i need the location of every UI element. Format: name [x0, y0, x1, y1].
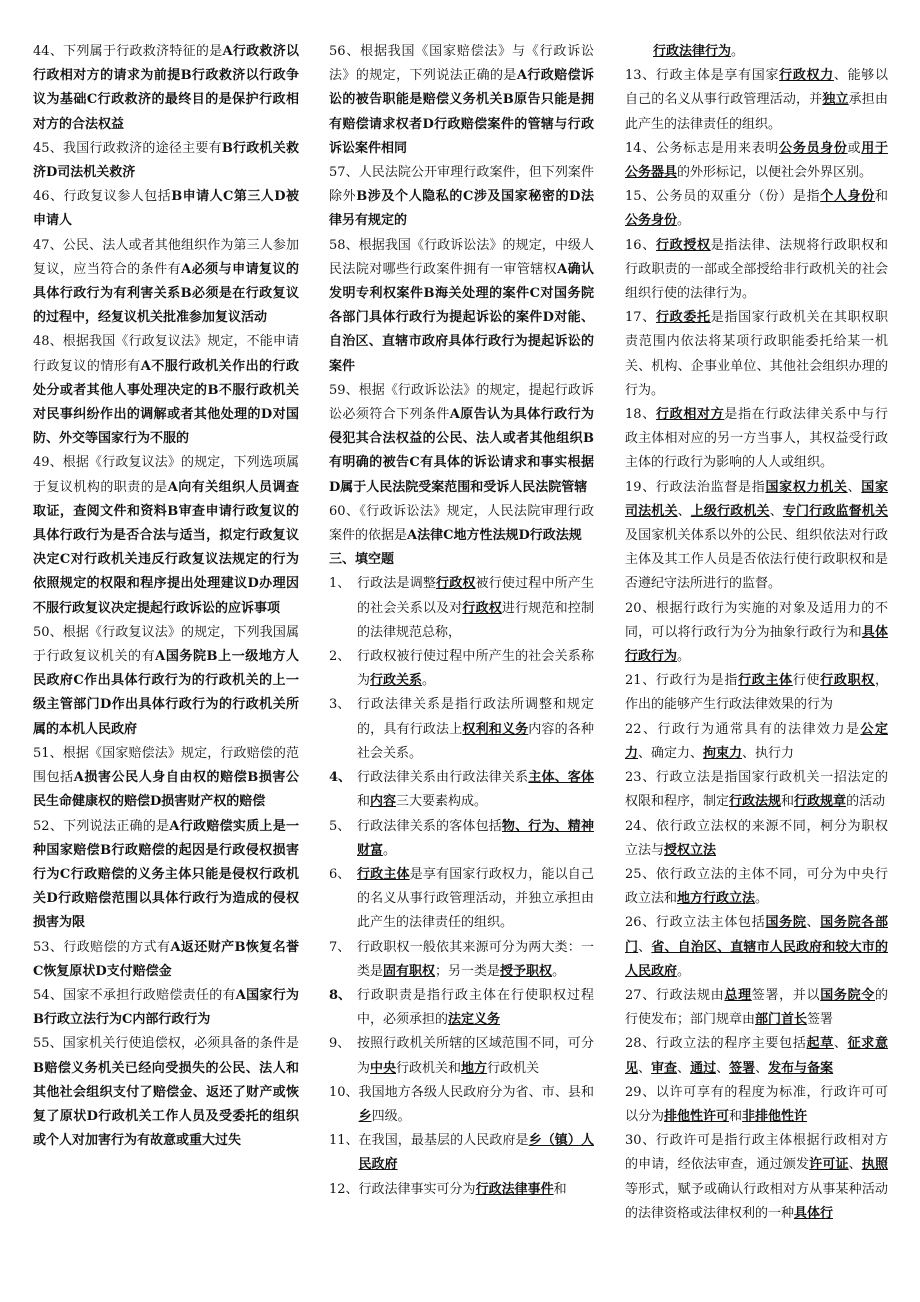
answer-text: B申请人C第三人D被申请人: [33, 189, 300, 229]
question-text: 和: [553, 1181, 567, 1197]
question-text: 58、根据我国《行政诉讼法》的规定，中级人民法院对哪些行政案件拥有一审管辖权: [329, 237, 594, 277]
fill-blank-item: [625, 137, 888, 185]
question-text: 52、下列说法正确的是: [33, 818, 170, 834]
answer-blank: 地方: [461, 1060, 488, 1076]
question-text: 24、依行政立法权的来源不同，柯分为职权立法与: [625, 818, 888, 858]
question-item: [329, 234, 594, 379]
item-body: [357, 572, 594, 645]
question-item: [33, 984, 299, 1032]
question-item: [329, 379, 594, 500]
answer-text: B涉及个人隐私的C涉及国家秘密的D法律另有规定的: [329, 189, 594, 229]
question-text: 及国家机关体系以外的公民、组织依法对行政主体及其工作人员是否依法行使行政职权和是否遵纪守法所进行的监督。: [625, 528, 888, 592]
question-text: 按照行政机关所辖的区域范围不同，可分为: [357, 1036, 594, 1076]
answer-blank: 征求意见: [625, 1036, 888, 1076]
answer-blank: 总理: [724, 987, 752, 1003]
question-text: 行政法是调整: [357, 576, 437, 592]
answer-blank: 行政法规: [729, 794, 782, 810]
question-text: 在我国，最基层的人民政府是: [358, 1133, 529, 1149]
question-text: 行使: [792, 673, 821, 689]
item-number: 1、: [329, 576, 351, 592]
column-middle: [329, 40, 594, 1202]
question-text: 44、下列属于行政救济特征的是: [33, 44, 223, 59]
answer-blank: 行政权: [436, 576, 476, 592]
item-body: [357, 766, 594, 814]
answer-text: A法律C地方性法规D行政法规: [407, 528, 582, 544]
question-item: [33, 234, 299, 331]
question-text: ；另一类是: [435, 963, 501, 979]
question-text: 承担由此产生的法律责任的组织。: [625, 92, 888, 132]
question-text: 、能够以自己的名义从事行政管理活动，并: [625, 68, 888, 108]
question-text: 进行规范和控制的法律规范总称，: [357, 600, 594, 640]
answer-blank: 审查: [651, 1060, 678, 1076]
item-body: [359, 1081, 594, 1129]
answer-text: A确认发明专利权案件B海关处理的案件C对国务院各部门具体行政行为提起诉讼的案件D对能、自治区、直辖市政府具体行政行为提起诉讼的案件: [329, 261, 594, 374]
question-text: 和: [874, 189, 888, 205]
column-left: [33, 40, 299, 1153]
question-text: 25、依行政立法的主体不同，可分为中央行政立法和: [625, 866, 888, 907]
question-item: [329, 500, 594, 548]
fill-blank-item: [329, 572, 594, 645]
fill-blank-item: [329, 766, 594, 814]
question-text: 行政职权一般依其来源可分为两大类：一类是: [357, 939, 594, 979]
question-text: 。: [677, 963, 691, 979]
fill-blank-item: [625, 476, 888, 597]
fill-blank-item: [625, 911, 888, 984]
question-text: 或: [847, 140, 862, 156]
question-text: 是指国家行政机关在其职权职责范围内依法将某项行政职能委托给某一机关、机构、企事业单位、其他社会组织办理的行为。: [625, 310, 888, 398]
question-text: 四级。: [371, 1108, 411, 1124]
question-text: 。: [731, 44, 745, 59]
question-text: 是享有国家行政权力，能以自己的名义从事行政管理活动，并独立承担由此产生的法律责任的组织。: [357, 866, 594, 931]
answer-blank: 上级行政机关: [690, 503, 770, 519]
fill-blank-item: [625, 669, 888, 717]
question-text: 、执行力: [742, 745, 795, 761]
answer-blank: 中央: [370, 1060, 397, 1076]
answer-blank: 发布与备案: [768, 1060, 834, 1076]
fill-blank-item: [625, 64, 888, 137]
answer-blank: 用于公务器具: [625, 140, 888, 181]
fill-blank-item: [625, 234, 888, 307]
fill-blank-item: [625, 185, 888, 233]
item-number: 7、: [329, 939, 351, 955]
answer-blank: 行政规章: [794, 794, 847, 810]
answer-blank: 公务身份: [625, 213, 678, 229]
fill-blank-item: [625, 403, 888, 476]
question-text: 53、行政赔偿的方式有: [33, 939, 171, 955]
answer-blank: 乡（镇）人民政府: [358, 1133, 594, 1173]
answer-blank: 行政权力: [779, 68, 834, 84]
fill-blank-item: [625, 306, 888, 403]
answer-blank: 个人身份: [820, 189, 875, 205]
question-text: 15、公务员的双重分（份）是指: [625, 189, 821, 205]
question-text: 内容的各种社会关系。: [357, 721, 594, 761]
fill-blank-item: [329, 1081, 594, 1129]
question-text: 55、国家机关行使追偿权，必须具备的条件是: [33, 1036, 299, 1052]
question-text: 和: [357, 794, 371, 810]
question-text: 被行使过程中所产生的社会关系以及对: [357, 576, 594, 616]
answer-blank: 行政法律事件: [475, 1181, 554, 1197]
section-heading: 三、填空题: [329, 552, 395, 568]
fill-blank-item: [625, 984, 888, 1032]
answer-blank: 国务院: [765, 915, 807, 931]
answer-blank: 拘束力: [703, 745, 743, 761]
question-text: 、: [833, 1036, 848, 1052]
question-text: 和: [781, 794, 795, 810]
answer-blank: 内容: [370, 794, 397, 810]
question-text: 19、行政法治监督是指: [625, 479, 766, 495]
item-body: [357, 815, 594, 863]
answer-blank: 公务员身份: [779, 140, 848, 156]
question-text: 、: [716, 1060, 730, 1076]
question-text: 45、我国行政救济的途径主要有: [33, 140, 222, 156]
answer-blank: 国家权力机关: [765, 479, 848, 495]
answer-blank: 权利和义务: [462, 721, 529, 737]
question-text: 30、行政许可是指行政主体根据行政相对方的申请，经依法审查，通过颁发: [625, 1133, 888, 1173]
question-item: [33, 137, 299, 185]
fill-blank-item: [329, 815, 594, 863]
answer-blank: 排他性许可: [664, 1108, 730, 1124]
answer-blank: 固有职权: [383, 963, 436, 979]
answer-blank: 省、自治区、直辖市人民政府和较大市的人民政府: [625, 939, 888, 979]
item-body: [357, 693, 594, 766]
answer-blank: 行政职权: [820, 673, 875, 689]
answer-blank: 起草: [806, 1036, 834, 1052]
question-text: 。: [422, 673, 436, 689]
answer-blank: 行政关系: [370, 673, 423, 689]
question-text: 16、: [625, 237, 656, 253]
question-text: 。: [677, 213, 691, 229]
question-text: 和: [729, 1108, 743, 1124]
question-text: 的外形标记，以便社会外界区别。: [677, 165, 873, 181]
answer-text: A不服行政机关作出的行政处分或者其他人事处理决定的B不服行政机关对民事纠纷作出的调解或者其他处理的D对国防、外交等国家行为不服的: [33, 358, 299, 447]
item-number: 11、: [329, 1133, 359, 1149]
answer-blank: 签署: [729, 1060, 756, 1076]
answer-blank: 非排他性许: [742, 1108, 808, 1124]
question-text: 54、国家不承担行政赔偿责任的有: [33, 987, 236, 1003]
answer-blank: 具体行: [794, 1205, 834, 1221]
item-body: [359, 1129, 594, 1177]
item-number: 8、: [329, 987, 352, 1003]
answer-blank: 行政主体: [738, 673, 793, 689]
question-text: 17、: [625, 310, 656, 326]
question-text: 三大要素构成。: [396, 794, 488, 810]
fill-blank-item: [329, 936, 594, 984]
question-item: [329, 40, 594, 161]
answer-text: A行政救济以行政相对方的请求为前提B行政救济以行政争议为基础C行政救济的最终目的是保护行政相对方的合法权益: [33, 44, 299, 132]
question-item: [33, 40, 299, 137]
question-text: 20、根据行政行为实施的对象及适用力的不同，可以将行政行为分为抽象行政行为和: [625, 600, 888, 640]
item-body: [357, 936, 594, 984]
question-item: [33, 330, 299, 451]
question-text: 签署: [807, 1012, 834, 1028]
question-text: 21、行政行为是指: [625, 673, 739, 689]
answer-blank: 部门首长: [755, 1012, 808, 1028]
answer-blank: 许可证: [809, 1157, 849, 1173]
question-text: 行政法律关系的客体包括: [357, 818, 502, 834]
answer-text: A返还财产B恢复名誉C恢复原状D支付赔偿金: [33, 939, 300, 979]
item-body: [357, 984, 594, 1032]
answer-blank: 地方行政立法: [677, 891, 756, 907]
question-text: 29、以许可享有的程度为标准，行政许可可以分为: [625, 1084, 888, 1124]
item-number: 4、: [329, 770, 352, 786]
question-text: 行政权被行使过程中所产生的社会关系称为: [357, 649, 594, 689]
answer-text: A向有关组织人员调查取证，查阅文件和资料B审查申请行政复议的具体行政行为是否合法与适当，拟定行政复议决定C对行政机关违反行政复议法规定的行为依照规定的权限和程序提出处理建议D办理因不服行政复议决定提起行政诉讼的应诉事项: [33, 479, 299, 616]
item-body: [357, 645, 594, 693]
question-text: 是指在行政法律关系中与行政主体相对应的另一方当事人，其权益受行政主体的行政行为影响的人人或组织。: [625, 407, 888, 471]
question-text: 51、根据《国家赔偿法》规定，行政赔偿的范围包括: [33, 745, 299, 786]
question-text: 60、《行政诉讼法》规定，人民法院审理行政案件的依据是: [329, 503, 594, 544]
question-text: 50、根据《行政复议法》的规定，下列我国属于行政复议机关的有: [33, 624, 299, 665]
answer-blank: 行政权: [462, 600, 502, 616]
question-text: 59、根据《行政诉讼法》的规定，提起行政诉讼必须符合下列条件: [329, 382, 594, 423]
question-item: [33, 621, 299, 742]
answer-text: A必须与申请复议的具体行政行为有利害关系B必须是在行政复议的过程中，经复议机关批准参加复议活动: [33, 261, 299, 326]
fill-blank-item: [329, 1129, 594, 1177]
answer-text: A损害公民人身自由权的赔偿B损害公民生命健康权的赔偿D损害财产权的赔偿: [33, 770, 299, 810]
question-text: 。: [677, 649, 691, 665]
question-text: 是指法律、法规将行政职权和行政职责的一部或全部授给非行政机关的社会组织行使的法律行为。: [625, 237, 888, 302]
question-text: 27、行政法规由: [625, 987, 725, 1003]
item-number: 9、: [329, 1036, 351, 1052]
item-body: [359, 1178, 594, 1202]
item-number: 2、: [329, 649, 351, 665]
question-text: 签署，并以: [751, 987, 821, 1003]
answer-blank: 授予职权: [500, 963, 553, 979]
answer-text: B行政机关救济D司法机关救济: [33, 140, 299, 181]
question-text: 行政职责是指行政主体在行使职权过程中，必须承担的: [357, 987, 594, 1028]
answer-blank: 主体、客体: [528, 770, 594, 786]
fill-blank-item: [625, 1129, 888, 1226]
question-text: 。: [552, 963, 566, 979]
question-text: 13、行政主体是享有国家: [625, 68, 780, 84]
question-text: 、: [677, 503, 691, 519]
question-text: 28、行政立法的程序主要包括: [625, 1036, 807, 1052]
question-text: 57、人民法院公开审理行政案件，但下列案件除外: [329, 165, 594, 205]
fill-blank-item: [329, 863, 594, 936]
fill-blank-item: [329, 1178, 594, 1202]
question-text: 行政法律关系是指行政法所调整和规定的，具有行政法上: [357, 697, 594, 737]
fill-blank-item: [625, 815, 888, 863]
answer-blank: 行政授权: [655, 237, 711, 253]
item-number: 10、: [329, 1084, 359, 1100]
answer-blank: 国务院令: [820, 987, 875, 1003]
question-text: 行政法律关系由行政法律关系: [357, 770, 529, 786]
question-text: 22、行政行为通常具有的法律效力是: [625, 721, 861, 737]
answer-text: A国务院B上一级地方人民政府C作出具体行政行为的行政机关的上一级主管部门D作出具体行政行为的行政机关所属的本机人民政府: [33, 649, 299, 737]
question-text: 行政机关和: [396, 1060, 462, 1076]
question-text: 47、公民、法人或者其他组织作为第三人参加复议，应当符合的条件有: [33, 237, 299, 277]
answer-blank: 行政委托: [655, 310, 711, 326]
question-text: 56、根据我国《国家赔偿法》与《行政诉讼法》的规定，下列说法正确的是: [329, 44, 594, 84]
item-body: [357, 863, 594, 936]
fill-blank-item: [625, 40, 888, 64]
item-body: [357, 1032, 594, 1080]
question-text: 14、公务标志是用来表明: [625, 140, 780, 156]
item-number: 6、: [329, 866, 351, 882]
answer-blank: 通过: [690, 1060, 717, 1076]
fill-blank-item: [625, 1032, 888, 1080]
answer-blank: 行政主体: [357, 866, 410, 882]
column-right: [625, 40, 888, 1226]
question-text: 行政机关: [487, 1060, 540, 1076]
answer-blank: 授权立法: [664, 842, 717, 858]
question-item: [33, 815, 299, 936]
fill-blank-item: [625, 863, 888, 911]
answer-blank: 独立: [822, 92, 849, 108]
question-text: 的行使发布；部门规章由: [625, 987, 888, 1028]
question-text: 26、行政立法主体包括: [625, 915, 766, 931]
question-text: 的活动: [846, 794, 886, 810]
question-text: 、: [638, 939, 652, 955]
question-text: 我国地方各级人民政府分为省、市、县和: [358, 1084, 594, 1100]
answer-blank: 执照: [861, 1157, 888, 1173]
fill-blank-item: [329, 693, 594, 766]
answer-blank: 行政相对方: [655, 407, 725, 423]
question-text: 49、根据《行政复议法》的规定，下列选项属于复议机构的职责的是: [33, 455, 299, 495]
question-text: 18、: [625, 407, 656, 423]
answer-blank: 公定力: [625, 721, 888, 761]
answer-text: B赔偿义务机关已经向受损失的公民、法人和其他社会组织支付了赔偿金、返还了财产或恢复了原状D行政机关工作人员及受委托的组织或个人对加害行为有故意或重大过失: [33, 1060, 299, 1149]
fill-blank-item: [625, 1081, 888, 1129]
fill-blank-item: [329, 1032, 594, 1080]
question-text: 、确定力、: [638, 745, 704, 761]
question-text: 等形式，赋予或确认行政相对方从事某种活动的法律资格或法律权利的一种: [625, 1181, 888, 1221]
question-item: [329, 161, 594, 234]
fill-blank-item: [329, 984, 594, 1032]
question-text: 48、根据我国《行政复议法》规定，不能申请行政复议的情形有: [33, 334, 299, 374]
question-item: [33, 1032, 299, 1153]
fill-blank-item: [329, 645, 594, 693]
question-text: ，作出的能够产生行政法律效果的行为: [625, 673, 888, 713]
answer-text: A原告认为具体行政行为侵犯其合法权益的公民、法人或者其他组织B有明确的被告C有具体的诉讼请求和事实根据D属于人民法院受案范围和受诉人民法院管辖: [329, 407, 594, 495]
question-text: 、: [755, 1060, 769, 1076]
answer-text: A国家行为B行政立法行为C内部行政行为: [33, 987, 299, 1028]
item-number: 3、: [329, 697, 351, 713]
answer-blank: 乡: [358, 1108, 372, 1124]
answer-blank: 法定义务: [448, 1012, 501, 1028]
answer-blank: 专门行政监督机关: [782, 503, 888, 519]
question-text: 。: [755, 891, 769, 907]
question-text: 23、行政立法是指国家行政机关一招法定的权限和程序，制定: [625, 770, 888, 810]
answer-text: A行政赔偿诉讼的被告职能是赔偿义务机关B原告只能是拥有赔偿请求权者D行政赔偿案件的管辖与行政诉讼案件相同: [329, 68, 594, 156]
fill-blank-item: [625, 718, 888, 766]
answer-blank: 具体行政行为: [625, 624, 888, 665]
answer-blank: 国务院各部门: [625, 915, 888, 955]
answer-text: A行政赔偿实质上是一种国家赔偿B行政赔偿的起因是行政侵权损害行为C行政赔偿的义务主体只能是侵权行政机关D行政赔偿范围以具体行政行为造成的侵权损害为限: [33, 818, 300, 931]
question-text: 、: [769, 503, 783, 519]
question-text: 、: [806, 915, 821, 931]
question-text: 。: [383, 842, 397, 858]
item-number: 12、: [329, 1181, 359, 1197]
question-text: 、: [638, 1060, 652, 1076]
answer-blank: 国家司法机关: [625, 479, 888, 519]
answer-blank: 行政法律行为: [653, 44, 732, 59]
question-text: 行政法律事实可分为: [358, 1181, 476, 1197]
fill-blank-item: [625, 766, 888, 814]
question-text: 、: [847, 479, 862, 495]
question-item: [33, 185, 299, 233]
question-item: [33, 936, 299, 984]
item-number: 5、: [329, 818, 351, 834]
question-text: 、: [848, 1157, 862, 1173]
question-text: 、: [677, 1060, 691, 1076]
question-item: [33, 742, 299, 815]
fill-blank-item: [625, 597, 888, 670]
answer-blank: 物、行为、精神财富: [357, 818, 594, 858]
question-text: 46、行政复议参人包括: [33, 189, 172, 205]
question-item: [33, 451, 299, 620]
